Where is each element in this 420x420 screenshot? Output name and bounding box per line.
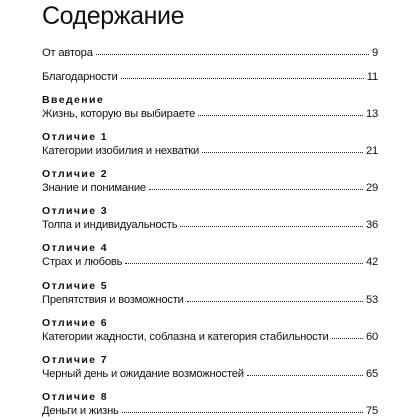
toc-row <box>42 218 378 233</box>
toc-entry-title: Толпа и индивидуальность <box>42 219 178 231</box>
toc-entry-title: Деньги и жизнь <box>42 405 119 417</box>
toc-entry-title: Препятствия и возможности <box>42 294 184 306</box>
toc-row <box>42 293 378 308</box>
toc-section-kicker: Отличие 4 <box>42 242 109 254</box>
toc-page-number: 75 <box>365 405 378 417</box>
toc-row <box>42 181 378 196</box>
toc-row <box>42 404 378 419</box>
dot-leader <box>247 366 363 376</box>
toc-row <box>42 255 378 270</box>
toc-section-kicker: Отличие 1 <box>42 131 109 143</box>
toc-row <box>42 144 378 159</box>
dot-leader <box>202 143 363 153</box>
dot-leader <box>332 329 363 339</box>
toc-page-number: 60 <box>365 331 378 343</box>
toc-entry-title: Страх и любовь <box>42 256 123 268</box>
toc-entry <box>42 242 378 270</box>
toc-row <box>42 367 378 382</box>
dot-leader <box>125 254 363 264</box>
toc-entry <box>42 168 378 196</box>
dot-leader <box>180 217 363 227</box>
dot-leader <box>122 403 363 413</box>
toc-row <box>42 70 378 85</box>
toc-page-number: 53 <box>365 294 378 306</box>
toc-page-number: 21 <box>365 145 378 157</box>
toc-entry-title: Категории жадности, соблазна и категория стабильности <box>42 331 329 343</box>
toc-entry-title: Благодарности <box>42 71 118 83</box>
toc-row <box>42 46 378 61</box>
toc-page-number: 29 <box>365 182 378 194</box>
toc-page-number: 9 <box>371 47 378 59</box>
toc-section-kicker: Отличие 5 <box>42 280 109 292</box>
toc-entry-title: От автора <box>42 47 93 59</box>
toc-entry-title: Категории изобилия и нехватки <box>42 145 200 157</box>
toc-entry-title: Черный день и ожидание возможностей <box>42 368 244 380</box>
toc-entry <box>42 205 378 233</box>
toc-page-number: 65 <box>365 368 378 380</box>
toc-section-kicker: Отличие 8 <box>42 391 109 403</box>
toc-page-number: 36 <box>365 219 378 231</box>
toc-entry <box>42 280 378 308</box>
dot-leader <box>149 180 363 190</box>
toc-entry <box>42 354 378 382</box>
toc-entry-title: Знание и понимание <box>42 182 146 194</box>
toc-entry <box>42 391 378 419</box>
toc-page-number: 42 <box>365 256 378 268</box>
toc-entry <box>42 70 378 85</box>
toc-section-kicker: Отличие 3 <box>42 205 109 217</box>
page-title: Содержание <box>42 2 185 30</box>
dot-leader <box>121 69 364 79</box>
dot-leader <box>198 106 363 116</box>
toc-row <box>42 107 378 122</box>
toc-section-kicker: Отличие 7 <box>42 354 109 366</box>
toc-entry-title: Жизнь, которую вы выбираете <box>42 108 196 120</box>
dot-leader <box>96 45 369 55</box>
toc-page-number: 13 <box>365 108 378 120</box>
dot-leader <box>187 292 363 302</box>
toc-entry <box>42 317 378 345</box>
toc-page-number: 11 <box>366 71 378 83</box>
toc-section-kicker: Введение <box>42 94 105 106</box>
toc-entry <box>42 46 378 61</box>
toc-entry <box>42 94 378 122</box>
toc-row <box>42 330 378 345</box>
toc-section-kicker: Отличие 2 <box>42 168 109 180</box>
toc-entry <box>42 131 378 159</box>
toc-section-kicker: Отличие 6 <box>42 317 109 329</box>
